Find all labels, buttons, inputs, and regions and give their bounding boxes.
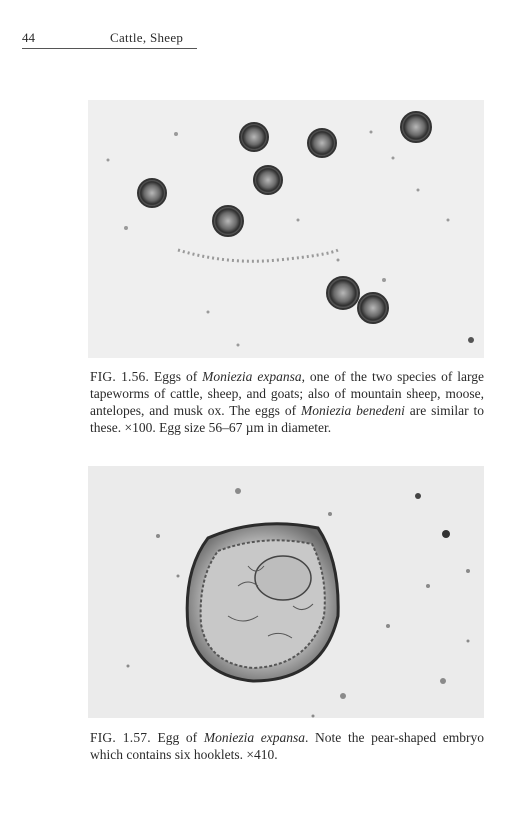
page-number: 44	[22, 30, 35, 45]
running-header	[22, 28, 197, 49]
figure-1-57-micrograph	[88, 466, 484, 718]
figure-1-57-label: FIG. 1.57.	[90, 730, 151, 745]
figure-1-56-micrograph	[88, 100, 484, 358]
figure-1-56-caption: FIG. 1.56. Eggs of Moniezia expansa, one of the two species of large tapeworms of cattle, sheep, and goats; also of mountain sheep, moose, antelopes, and musk ox. The eggs of Moniezia benedeni are similar to these. ×100. Egg size 56–67 µm in diameter.	[90, 369, 485, 435]
running-head-title: Cattle, Sheep	[110, 30, 184, 45]
figure-1-56-label: FIG. 1.56.	[90, 369, 150, 384]
figure-1-57-caption: FIG. 1.57. Egg of Moniezia expansa. Note the pear-shaped embryo which contains six hooklets. ×410.	[90, 730, 484, 762]
